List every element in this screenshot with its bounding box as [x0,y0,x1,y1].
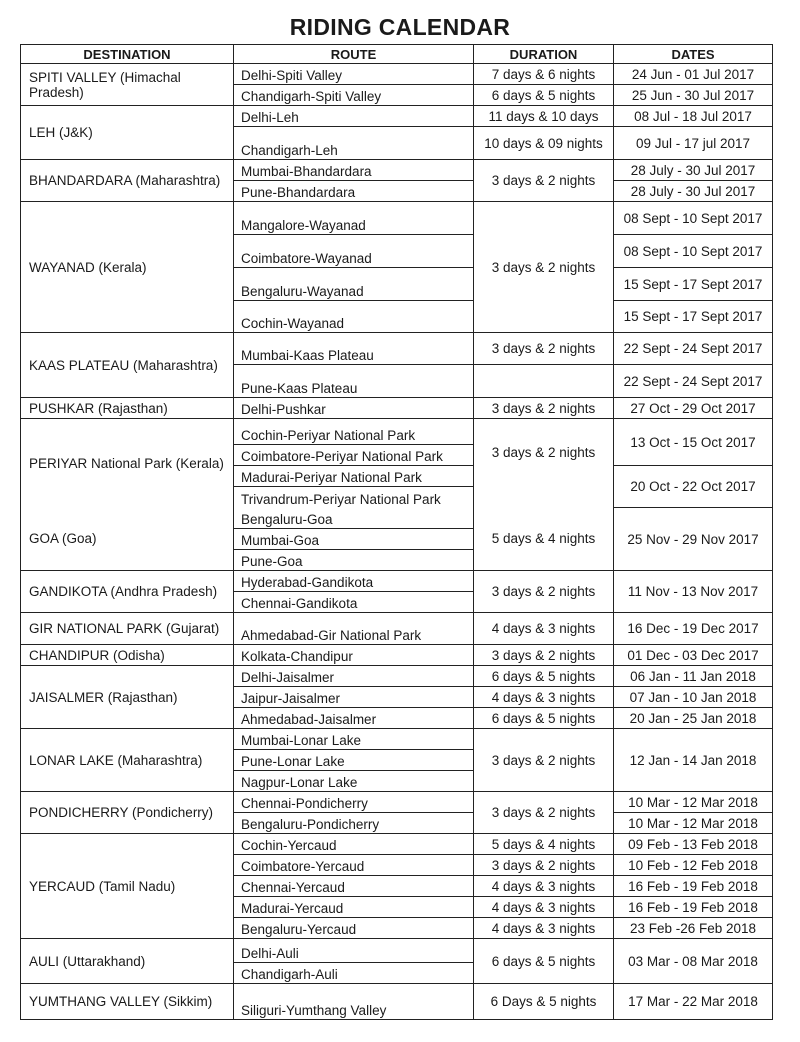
duration-cell [474,365,614,398]
dates-cell: 16 Feb - 19 Feb 2018 [614,876,773,897]
destination-cell: LEH (J&K) [21,106,234,160]
table-row [21,64,773,85]
table-row [21,419,773,445]
dates-cell: 27 Oct - 29 Oct 2017 [614,398,773,419]
duration-cell: 4 days & 3 nights [474,876,614,897]
route-cell: Nagpur-Lonar Lake [234,771,474,792]
destination-cell: PUSHKAR (Rajasthan) [21,398,234,419]
destination-cell: PONDICHERRY (Pondicherry) [21,792,234,834]
route-cell: Bengaluru-Yercaud [234,918,474,939]
route-cell: Pune-Goa [234,550,474,571]
route-cell: Chandigarh-Spiti Valley [234,85,474,106]
table-row [21,571,773,592]
dates-cell: 15 Sept - 17 Sept 2017 [614,301,773,333]
table-row [21,508,773,529]
duration-cell: 4 days & 3 nights [474,687,614,708]
dates-cell: 24 Jun - 01 Jul 2017 [614,64,773,85]
route-cell: Coimbatore-Wayanad [234,235,474,268]
destination-cell: GANDIKOTA (Andhra Pradesh) [21,571,234,613]
dates-cell: 01 Dec - 03 Dec 2017 [614,645,773,666]
route-cell: Delhi-Jaisalmer [234,666,474,687]
dates-cell: 09 Feb - 13 Feb 2018 [614,834,773,855]
table-row [21,202,773,235]
dates-cell: 10 Feb - 12 Feb 2018 [614,855,773,876]
duration-cell: 3 days & 2 nights [474,160,614,202]
duration-cell: 6 days & 5 nights [474,708,614,729]
destination-cell: BHANDARDARA (Maharashtra) [21,160,234,202]
destination-cell: WAYANAD (Kerala) [21,202,234,333]
duration-cell: 5 days & 4 nights [474,508,614,571]
dates-cell: 28 July - 30 Jul 2017 [614,160,773,181]
table-row [21,792,773,813]
destination-cell: SPITI VALLEY (Himachal Pradesh) [21,64,234,106]
route-cell: Chennai-Pondicherry [234,792,474,813]
route-cell: Ahmedabad-Jaisalmer [234,708,474,729]
destination-cell: PERIYAR National Park (Kerala) [21,419,234,508]
route-cell: Chandigarh-Auli [234,963,474,984]
header-route: ROUTE [234,45,474,64]
route-cell: Mumbai-Goa [234,529,474,550]
dates-cell: 12 Jan - 14 Jan 2018 [614,729,773,792]
table-row [21,613,773,645]
duration-cell: 7 days & 6 nights [474,64,614,85]
route-cell: Mangalore-Wayanad [234,202,474,235]
table-row [21,939,773,963]
destination-cell: GOA (Goa) [21,508,234,571]
dates-cell: 22 Sept - 24 Sept 2017 [614,333,773,365]
route-cell: Kolkata-Chandipur [234,645,474,666]
route-cell: Delhi-Spiti Valley [234,64,474,85]
table-row [21,398,773,419]
dates-cell: 20 Jan - 25 Jan 2018 [614,708,773,729]
dates-cell: 22 Sept - 24 Sept 2017 [614,365,773,398]
route-cell: Hyderabad-Gandikota [234,571,474,592]
table-row [21,834,773,855]
route-cell: Mumbai-Lonar Lake [234,729,474,750]
duration-cell: 3 days & 2 nights [474,855,614,876]
duration-cell [474,487,614,508]
table-row [21,160,773,181]
dates-cell: 20 Oct - 22 Oct 2017 [614,466,773,508]
route-cell: Chennai-Gandikota [234,592,474,613]
header-destination: DESTINATION [21,45,234,64]
dates-cell: 13 Oct - 15 Oct 2017 [614,419,773,466]
route-cell: Trivandrum-Periyar National Park [234,487,474,508]
route-cell: Delhi-Auli [234,939,474,963]
duration-cell: 3 days & 2 nights [474,645,614,666]
destination-cell: YERCAUD (Tamil Nadu) [21,834,234,939]
route-cell: Chandigarh-Leh [234,127,474,160]
route-cell: Delhi-Pushkar [234,398,474,419]
route-cell: Pune-Lonar Lake [234,750,474,771]
duration-cell: 3 days & 2 nights [474,202,614,333]
dates-cell: 09 Jul - 17 jul 2017 [614,127,773,160]
dates-cell: 28 July - 30 Jul 2017 [614,181,773,202]
route-cell: Cochin-Wayanad [234,301,474,333]
route-cell: Cochin-Periyar National Park [234,419,474,445]
duration-cell: 3 days & 2 nights [474,792,614,834]
duration-cell: 4 days & 3 nights [474,897,614,918]
route-cell: Bengaluru-Goa [234,508,474,529]
riding-calendar-table [20,44,773,1020]
route-cell: Jaipur-Jaisalmer [234,687,474,708]
dates-cell: 16 Dec - 19 Dec 2017 [614,613,773,645]
route-cell: Madurai-Yercaud [234,897,474,918]
dates-cell: 03 Mar - 08 Mar 2018 [614,939,773,984]
route-cell: Cochin-Yercaud [234,834,474,855]
route-cell: Coimbatore-Yercaud [234,855,474,876]
destination-cell: KAAS PLATEAU (Maharashtra) [21,333,234,398]
duration-cell: 6 days & 5 nights [474,85,614,106]
duration-cell: 4 days & 3 nights [474,613,614,645]
duration-cell: 10 days & 09 nights [474,127,614,160]
table-row [21,984,773,1020]
duration-cell: 3 days & 2 nights [474,729,614,792]
route-cell: Mumbai-Bhandardara [234,160,474,181]
route-cell: Ahmedabad-Gir National Park [234,613,474,645]
destination-cell: JAISALMER (Rajasthan) [21,666,234,729]
dates-cell: 07 Jan - 10 Jan 2018 [614,687,773,708]
duration-cell: 3 days & 2 nights [474,571,614,613]
duration-cell: 3 days & 2 nights [474,419,614,487]
route-cell: Bengaluru-Pondicherry [234,813,474,834]
header-duration: DURATION [474,45,614,64]
dates-cell: 16 Feb - 19 Feb 2018 [614,897,773,918]
dates-cell: 17 Mar - 22 Mar 2018 [614,984,773,1020]
table-row [21,645,773,666]
route-cell: Pune-Kaas Plateau [234,365,474,398]
destination-cell: LONAR LAKE (Maharashtra) [21,729,234,792]
duration-cell: 6 days & 5 nights [474,939,614,984]
header-dates: DATES [614,45,773,64]
dates-cell: 10 Mar - 12 Mar 2018 [614,813,773,834]
route-cell: Siliguri-Yumthang Valley [234,984,474,1020]
dates-cell: 25 Nov - 29 Nov 2017 [614,508,773,571]
route-cell: Coimbatore-Periyar National Park [234,445,474,466]
table-row [21,106,773,127]
duration-cell: 5 days & 4 nights [474,834,614,855]
dates-cell: 08 Sept - 10 Sept 2017 [614,202,773,235]
duration-cell: 6 days & 5 nights [474,666,614,687]
route-cell: Chennai-Yercaud [234,876,474,897]
route-cell: Mumbai-Kaas Plateau [234,333,474,365]
table-row [21,729,773,750]
dates-cell: 23 Feb -26 Feb 2018 [614,918,773,939]
dates-cell: 08 Jul - 18 Jul 2017 [614,106,773,127]
route-cell: Bengaluru-Wayanad [234,268,474,301]
route-cell: Pune-Bhandardara [234,181,474,202]
route-cell: Delhi-Leh [234,106,474,127]
dates-cell: 11 Nov - 13 Nov 2017 [614,571,773,613]
duration-cell: 11 days & 10 days [474,106,614,127]
destination-cell: YUMTHANG VALLEY (Sikkim) [21,984,234,1020]
duration-cell: 6 Days & 5 nights [474,984,614,1020]
table-header-row [21,45,773,64]
dates-cell: 08 Sept - 10 Sept 2017 [614,235,773,268]
duration-cell: 4 days & 3 nights [474,918,614,939]
dates-cell: 15 Sept - 17 Sept 2017 [614,268,773,301]
destination-cell: GIR NATIONAL PARK (Gujarat) [21,613,234,645]
duration-cell: 3 days & 2 nights [474,398,614,419]
table-row [21,333,773,365]
dates-cell: 10 Mar - 12 Mar 2018 [614,792,773,813]
dates-cell: 25 Jun - 30 Jul 2017 [614,85,773,106]
route-cell: Madurai-Periyar National Park [234,466,474,487]
page-title: RIDING CALENDAR [289,14,511,40]
duration-cell: 3 days & 2 nights [474,333,614,365]
destination-cell: AULI (Uttarakhand) [21,939,234,984]
table-row [21,666,773,687]
dates-cell: 06 Jan - 11 Jan 2018 [614,666,773,687]
destination-cell: CHANDIPUR (Odisha) [21,645,234,666]
